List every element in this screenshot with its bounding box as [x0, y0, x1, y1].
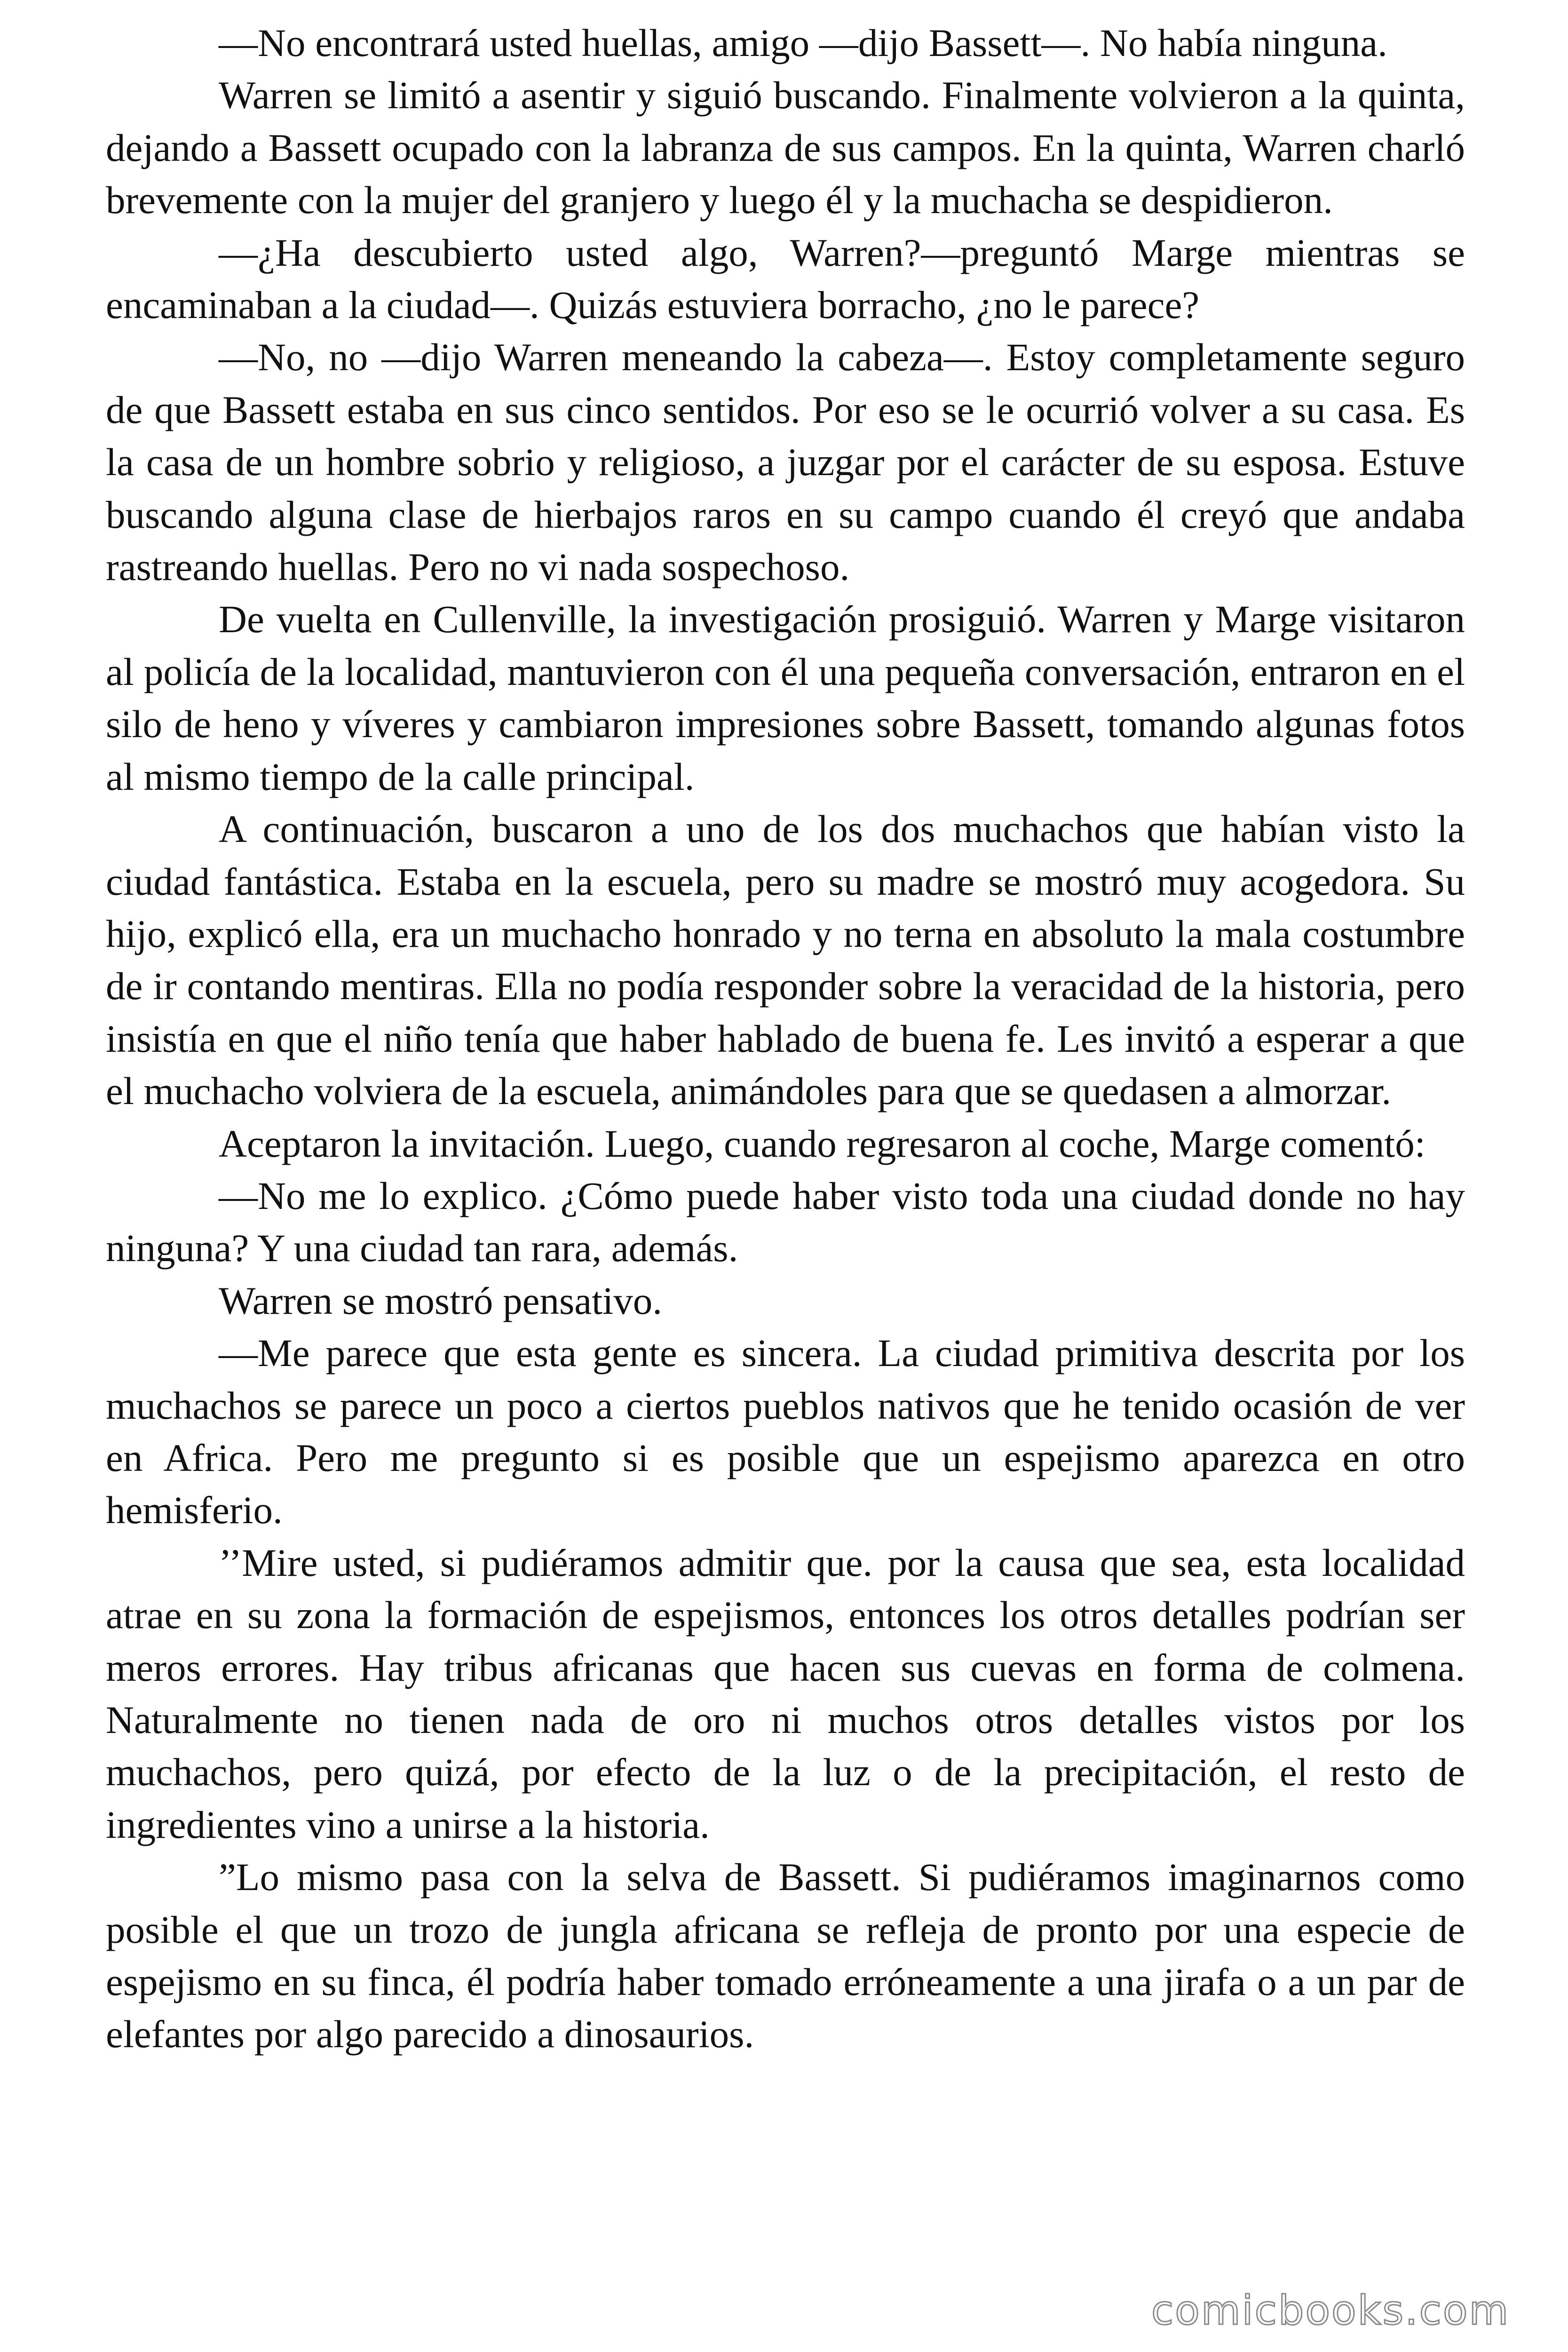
watermark: comicbooks.com [1151, 2287, 1510, 2334]
paragraph: —¿Ha descubierto usted algo, Warren?—preguntó Marge mientras se encaminaban a la ciudad—. Quizás estuviera borracho, ¿no le parece? [106, 230, 1465, 327]
paragraph: De vuelta en Cullenville, la investigación prosiguió. Warren y Marge visitaron al policía de la localidad, mantuvieron con él una pequeña conversación, entraron en el silo de heno y víveres y cambiaron impresiones sobre Bassett, tomando algunas fotos al mismo tiempo de la calle principal. [106, 597, 1465, 798]
paragraph: ’’Mire usted, si pudiéramos admitir que. por la causa que sea, esta localidad atrae en su zona la formación de espejismos, entonces los otros detalles podrían ser meros errores. Hay tribus africanas que hacen sus cuevas en forma de colmena. Naturalmente no tienen nada de oro ni muchos otros detalles vistos por los muchachos, pero quizá, por efecto de la luz o de la precipitación, el resto de ingredientes vino a unirse a la historia. [106, 1541, 1465, 1846]
paragraph: ”Lo mismo pasa con la selva de Bassett. Si pudiéramos imaginarnos como posible el que un trozo de jungla africana se refleja de pronto por una especie de espejismo en su finca, él podría haber tomado erróneamente a una jirafa o a un par de elefantes por algo parecido a dinosaurios. [106, 1855, 1465, 2056]
paragraph: Warren se mostró pensativo. [219, 1279, 662, 1322]
book-page [106, 17, 1465, 2061]
paragraph: —No, no —dijo Warren meneando la cabeza—. Estoy completamente seguro de que Bassett estaba en sus cinco sentidos. Por eso se le ocurrió volver a su casa. Es la casa de un hombre sobrio y religioso, a juzgar por el carácter de su esposa. Estuve buscando alguna clase de hierbajos raros en su campo cuando él creyó que andaba rastreando huellas. Pero no vi nada sospechoso. [106, 335, 1465, 589]
paragraph: —No encontrará usted huellas, amigo —dijo Bassett—. No había ninguna. [219, 21, 1387, 64]
paragraph: A continuación, buscaron a uno de los dos muchachos que habían visto la ciudad fantástica. Estaba en la escuela, pero su madre se mostró muy acogedora. Su hijo, explicó ella, era un muchacho honrado y no terna en absoluto la mala costumbre de ir contando mentiras. Ella no podía responder sobre la veracidad de la historia, pero insistía en que el niño tenía que haber hablado de buena fe. Les invitó a esperar a que el muchacho volviera de la escuela, animándoles para que se quedasen a almorzar. [106, 807, 1465, 1113]
paragraph: Warren se limitó a asentir y siguió buscando. Finalmente volvieron a la quinta, dejando a Bassett ocupado con la labranza de sus campos. En la quinta, Warren charló brevemente con la mujer del granjero y luego él y la muchacha se despidieron. [106, 73, 1465, 222]
paragraph: Aceptaron la invitación. Luego, cuando regresaron al coche, Marge comentó: [219, 1121, 1425, 1165]
paragraph: —No me lo explico. ¿Cómo puede haber visto toda una ciudad donde no hay ninguna? Y una ciudad tan rara, además. [106, 1174, 1465, 1270]
paragraph: —Me parece que esta gente es sincera. La ciudad primitiva descrita por los muchachos se parece un poco a ciertos pueblos nativos que he tenido ocasión de ver en Africa. Pero me pregunto si es posible que un espejismo aparezca en otro hemisferio. [106, 1331, 1465, 1532]
